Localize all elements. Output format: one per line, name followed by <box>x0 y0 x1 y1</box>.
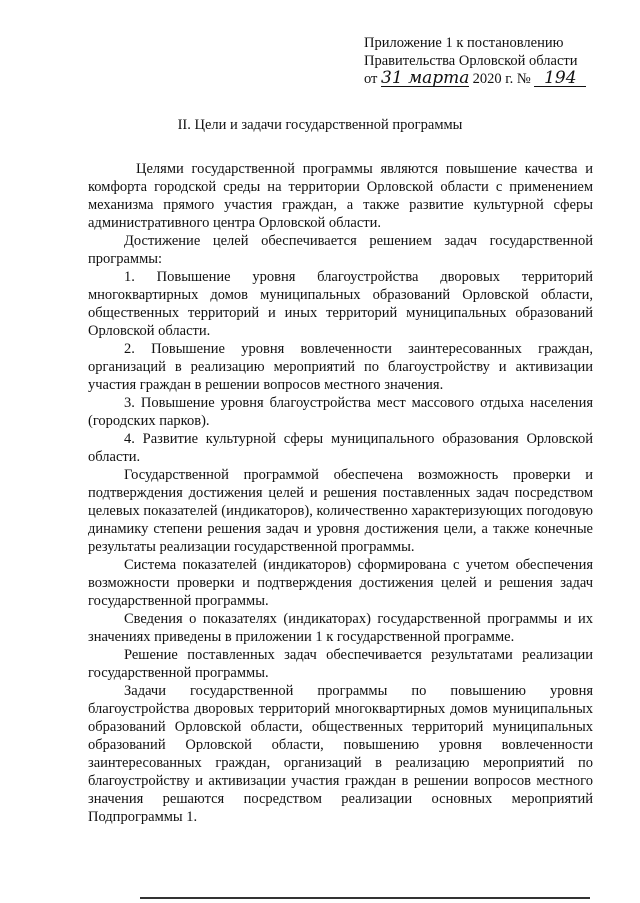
paragraph-indicator-info: Сведения о показателях (индикаторах) государственной программы и их значениях приведены в приложении 1 к государственной программе. <box>88 611 593 645</box>
paragraph-goals: Целями государственной программы являются повышение качества и комфорта городской среды на территории Орловской области с применением механизма прямого участия граждан, а также развитие культурной сферы административного центра Орловской области. <box>88 161 593 231</box>
year-label: 2020 г. № <box>472 71 531 87</box>
paragraph-verification: Государственной программой обеспечена возможность проверки и подтверждения достижения целей и решения поставленных задач посредством целевых показателей (индикаторов), количественно характеризующих погодовую динамику степени решения задач и уровня достижения цели, а также конечные результаты реализации государственной программы. <box>88 467 593 555</box>
header-line-1: Приложение 1 к постановлению <box>364 35 564 51</box>
from-label: от <box>364 71 378 87</box>
handwritten-number: 194 <box>534 71 586 87</box>
paragraph-solution: Решение поставленных задач обеспечивается результатами реализации государственной программы. <box>88 647 593 681</box>
header-date-line <box>364 70 614 88</box>
paragraph-subprogram: Задачи государственной программы по повышению уровня благоустройства дворовых территорий многоквартирных домов муниципальных образований Орловской области, общественных территорий муниципальных образований Орловской области, повышению уровня вовлеченности заинтересованных граждан, организаций в реализацию мероприятий по благоустройству и активизации участия граждан в решении вопросов местного значения решаются посредством реализации основных мероприятий Подпрограммы 1. <box>88 683 593 825</box>
document-body <box>88 160 593 826</box>
header-line-2: Правительства Орловской области <box>364 53 578 69</box>
paragraph-task-3: 3. Повышение уровня благоустройства мест массового отдыха населения (городских парков). <box>88 395 593 429</box>
paragraph-task-1: 1. Повышение уровня благоустройства дворовых территорий многоквартирных домов муниципальных образований Орловской области, общественных территорий и иных территорий муниципальных образований Орловской области. <box>88 269 593 339</box>
paragraph-indicator-system: Система показателей (индикаторов) сформирована с учетом обеспечения возможности проверки и подтверждения достижения целей и решения задач государственной программы. <box>88 557 593 609</box>
bottom-scan-edge <box>140 897 590 899</box>
paragraph-task-4: 4. Развитие культурной сферы муниципального образования Орловской области. <box>88 431 593 465</box>
paragraph-task-2: 2. Повышение уровня вовлеченности заинтересованных граждан, организаций в реализацию мероприятий по благоустройству и активизации участия граждан в решении вопросов местного значения. <box>88 341 593 393</box>
section-title: II. Цели и задачи государственной программы <box>177 117 463 133</box>
appendix-header <box>364 34 614 88</box>
paragraph-achievement: Достижение целей обеспечивается решением задач государственной программы: <box>88 233 593 267</box>
handwritten-date: 31 марта <box>381 68 470 88</box>
